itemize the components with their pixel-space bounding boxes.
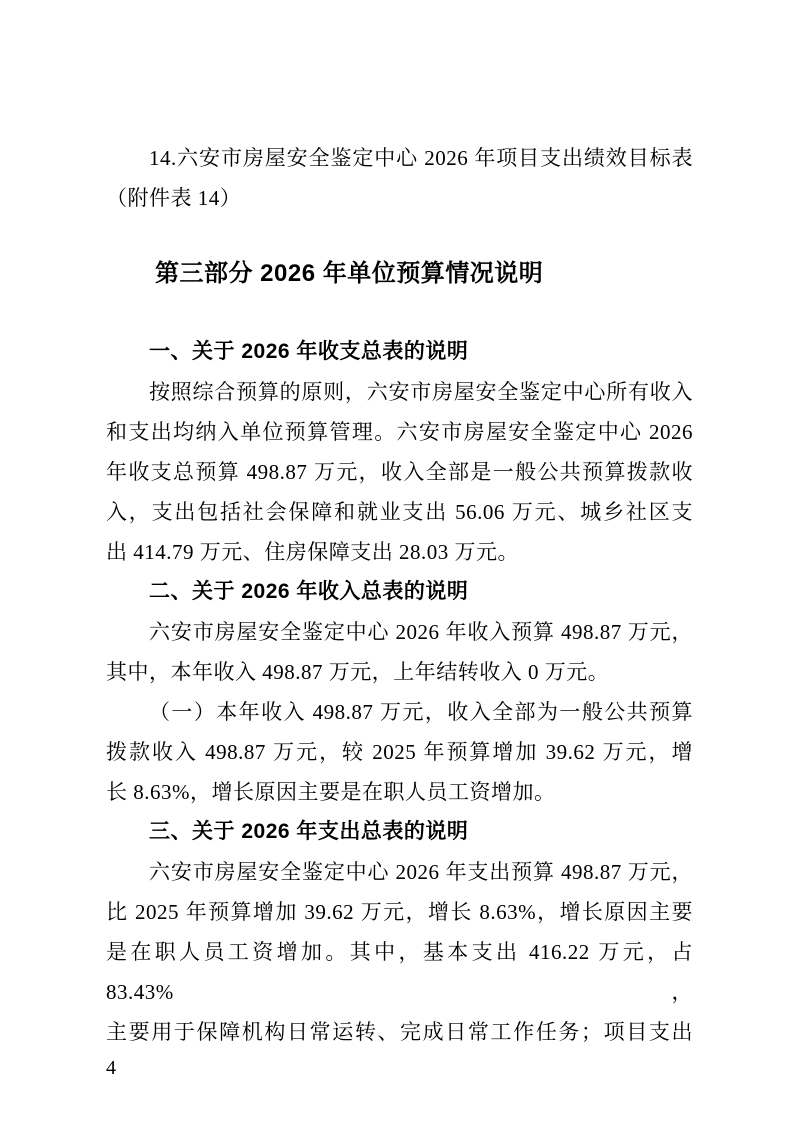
section-2-paragraph-2 <box>106 692 693 812</box>
page-number: 4 <box>106 1057 116 1079</box>
section-income-summary <box>106 572 693 812</box>
paragraph-line: 比 2025 年预算增加 39.62 万元，增长 8.63%，增长原因主要 <box>106 900 693 924</box>
paragraph-line: 其中，本年收入 498.87 万元，上年结转收入 0 万元。 <box>106 660 610 684</box>
part-heading: 第三部分 2026 年单位预算情况说明 <box>155 260 544 287</box>
section-1-heading: 一、关于 2026 年收支总表的说明 <box>149 340 469 363</box>
section-expenditure-summary <box>106 812 699 1052</box>
section-3-heading: 三、关于 2026 年支出总表的说明 <box>149 820 469 843</box>
paragraph-line: 按照综合预算的原则，六安市房屋安全鉴定中心所有收入 <box>149 380 693 404</box>
paragraph-line: 主要用于保障机构日常运转、完成日常工作任务；项目支出 <box>106 1020 693 1044</box>
paragraph-line: 拨款收入 498.87 万元，较 2025 年预算增加 39.62 万元，增 <box>106 740 693 764</box>
paragraph-line: 年收支总预算 498.87 万元，收入全部是一般公共预算拨款收 <box>106 460 693 484</box>
attachment-item-line-2: （附件表 14） <box>106 186 242 210</box>
paragraph-line: 和支出均纳入单位预算管理。六安市房屋安全鉴定中心 2026 <box>106 420 693 444</box>
paragraph-line: 是在职人员工资增加。其中，基本支出 416.22 万元，占 83.43%， <box>106 940 699 1004</box>
section-2-paragraph-1 <box>106 612 693 692</box>
paragraph-line: 长 8.63%，增长原因主要是在职人员工资增加。 <box>106 780 556 804</box>
attachment-item <box>106 138 693 218</box>
paragraph-line: 六安市房屋安全鉴定中心 2026 年支出预算 498.87 万元， <box>149 860 693 884</box>
section-revenue-expenditure-summary <box>106 332 693 572</box>
section-1-paragraph <box>106 372 693 572</box>
paragraph-line: 六安市房屋安全鉴定中心 2026 年收入预算 498.87 万元， <box>149 620 693 644</box>
paragraph-line: 入，支出包括社会保障和就业支出 56.06 万元、城乡社区支 <box>106 500 693 524</box>
section-2-heading: 二、关于 2026 年收入总表的说明 <box>149 580 469 603</box>
paragraph-line: 出 414.79 万元、住房保障支出 28.03 万元。 <box>106 540 519 564</box>
section-3-paragraph <box>106 852 699 1052</box>
attachment-item-line-1: 14.六安市房屋安全鉴定中心 2026 年项目支出绩效目标表 <box>149 146 693 170</box>
paragraph-line: （一）本年收入 498.87 万元，收入全部为一般公共预算 <box>149 700 693 724</box>
